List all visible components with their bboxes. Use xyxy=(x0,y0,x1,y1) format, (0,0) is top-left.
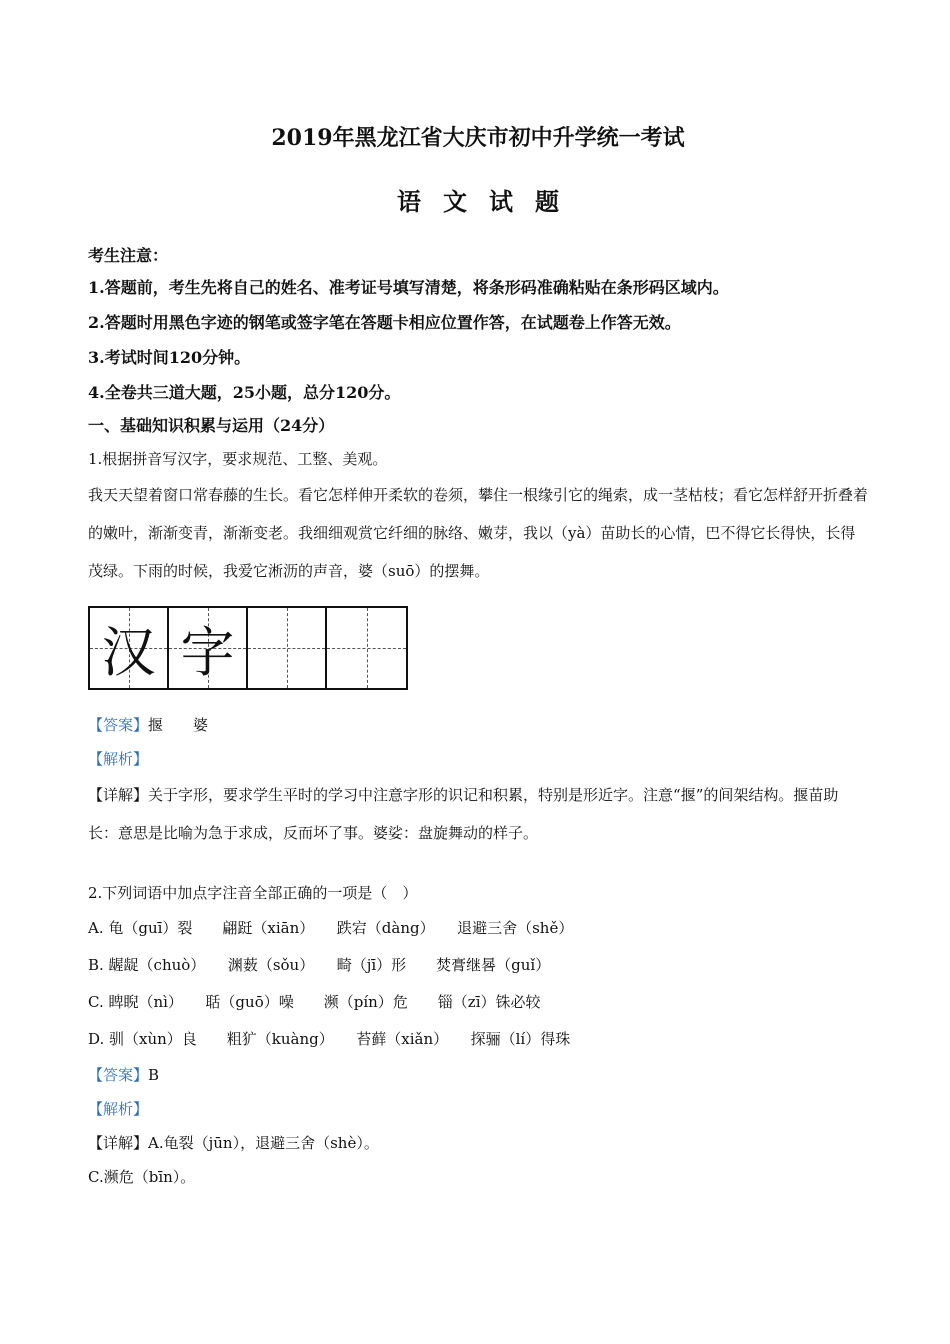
grid-char: 字 xyxy=(180,620,235,684)
answer-2-row xyxy=(88,1058,868,1092)
detail-1-text: 关于字形，要求学生平时的学习中注意字形的识记和积累，特别是形近字。注意“揠”的间架结构。揠苗助长：意思是比喻为急于求成，反而坏了事。婆娑：盘旋舞动的样子。 xyxy=(88,786,839,842)
analysis-tag: 【解析】 xyxy=(88,750,149,768)
grid-char: 汉 xyxy=(101,620,156,684)
question-1-passage: 我天天望着窗口常春藤的生长。看它怎样伸开柔软的卷须，攀住一根缘引它的绳索，成一茎枯枝；看它怎样舒开折叠着的嫩叶，渐渐变青，渐渐变老。我细细观赏它纤细的脉络、嫩芽，我以（yà）苗助长的心情，巴不得它长得快，长得茂绿。下雨的时候，我爱它淅沥的声音，婆（suō）的摆舞。 xyxy=(88,486,869,580)
exam-page xyxy=(88,118,868,1194)
analysis-1-row xyxy=(88,742,868,776)
notice-item-2: 2.答题时用黑色字迹的钢笔或签字笔在答题卡相应位置作答，在试题卷上作答无效。 xyxy=(88,313,681,332)
section-heading: 一、基础知识积累与运用（24分） xyxy=(88,416,335,435)
page-subtitle: 语文试题 xyxy=(397,187,581,216)
answer-tag: 【答案】 xyxy=(88,716,149,734)
option-a: A. 龟（guī）裂 翩跹（xiān） 跌宕（dàng） 退避三舍（shě） xyxy=(88,919,574,937)
detail-2-a-text: A.龟裂（jūn），退避三舍（shè）。 xyxy=(148,1134,379,1152)
notice-item-4: 4.全卷共三道大题，25小题，总分120分。 xyxy=(88,383,401,402)
answer-1-text: 揠 婆 xyxy=(148,716,209,734)
notice-heading: 考生注意： xyxy=(88,246,169,265)
answer-1-row xyxy=(88,708,868,742)
grid-cell xyxy=(90,608,169,688)
option-d: D. 驯（xùn）良 粗犷（kuàng） 苔藓（xiǎn） 探骊（lí）得珠 xyxy=(88,1030,571,1048)
question-1-stem: 1.根据拼音写汉字，要求规范、工整、美观。 xyxy=(88,450,388,468)
option-b: B. 龌龊（chuò） 渊薮（sǒu） 畸（jī）形 焚膏继晷（guǐ） xyxy=(88,956,551,974)
detail-2-c: C.濒危（bīn）。 xyxy=(88,1168,196,1186)
writing-grid xyxy=(88,606,408,690)
option-c: C. 睥睨（nì） 聒（guō）噪 濒（pín）危 锱（zī）铢必较 xyxy=(88,993,541,1011)
detail-tag: 【详解】 xyxy=(88,1134,149,1152)
answer-tag: 【答案】 xyxy=(88,1066,149,1084)
analysis-2-row xyxy=(88,1092,868,1126)
grid-cell xyxy=(248,608,327,688)
detail-tag: 【详解】 xyxy=(88,786,149,804)
detail-1 xyxy=(88,776,868,852)
grid-cell xyxy=(169,608,248,688)
grid-cell xyxy=(327,608,406,688)
analysis-tag: 【解析】 xyxy=(88,1100,149,1118)
notice-item-3: 3.考试时间120分钟。 xyxy=(88,348,251,367)
answer-2-text: B xyxy=(148,1066,160,1084)
question-2-stem: 2.下列词语中加点字注音全部正确的一项是（ ） xyxy=(88,884,418,902)
notice-item-1: 1.答题前，考生先将自己的姓名、准考证号填写清楚，将条形码准确粘贴在条形码区域内。 xyxy=(88,278,729,297)
page-title: 2019年黑龙江省大庆市初中升学统一考试 xyxy=(271,125,685,151)
detail-2-a xyxy=(88,1126,868,1160)
